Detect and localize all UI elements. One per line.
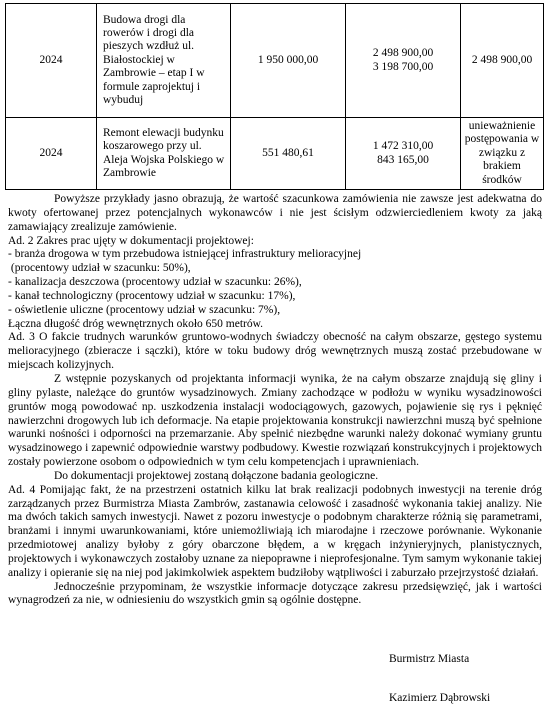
ad2-item: - kanalizacja deszczowa (procentowy udział w szacunku: 26%), [8,276,302,289]
table-row [6,118,544,190]
result-line: postępowania w [464,133,540,146]
ad2-total: Łączna długość dróg wewnętrznych około 650 metrów. [8,317,264,330]
offers-cell [346,4,461,118]
estimate-cell: 551 480,61 [231,118,346,190]
result-cell [461,118,544,190]
ad2-item: - branża drogowa w tym przebudowa istniejącej infrastruktury melioracyjnej [8,248,362,261]
estimate-cell: 1 950 000,00 [231,4,346,118]
signature-name: Kazimierz Dąbrowski [389,692,491,704]
geology-paragraph: Do dokumentacji projektowej zostaną dołączone badania geologiczne. [54,469,379,482]
result-line: 2 498 900,00 [471,53,533,66]
offer-value: 843 165,00 [377,153,429,166]
offer-value: 3 198 700,00 [372,60,434,73]
signature-title: Burmistrz Miasta [389,653,470,665]
ad2-item: - kanał technologiczny (procentowy udział w szacunku: 17%), [8,289,296,302]
ad4-paragraph: Ad. 4 Pomijając fakt, że na przestrzeni ostatnich kilku lat brak realizacji podobnych inwestycji na terenie dróg zarządzanych przez Burmistrza Miasta Zambrów, zastanawia celowość i zasadność wykonania takiej analizy. Nie ma dwóch takich samych inwestycji. Nawet z pozoru inwestycje o podobnym charakterze różnią się parametrami, branżami i innymi uwarunkowaniami, które uniemożliwiają ich miarodajne i rzeczowe porównanie. Wykonanie przedmiotowej analizy byłoby z góry obarczone błędem, a w kręgach inżynieryjnych, planistycznych, projektowych i wykonawczych zostałoby uznane za niepoprawne i nieprofesjonalne. Tym samym wykonanie takiej analizy i opieranie się na niej pod jakimkolwiek aspektem budziłoby wątpliwości i zaburzało przejrzystość działań. [8,483,542,579]
offer-value: 1 472 310,00 [372,140,434,153]
result-line: związku z brakiem [478,146,526,173]
ad2-item: - oświetlenie uliczne (procentowy udział w szacunku: 7%), [8,303,281,316]
year-cell: 2024 [6,4,97,118]
ad2-heading: Ad. 2 Zakres prac ujęty w dokumentacji projektowej: [8,234,254,247]
investments-table [5,3,544,190]
ad2-item: (procentowy udział w szacunku: 50%), [8,262,191,275]
description-cell: Budowa drogi dla rowerów i drogi dla pieszych wzdłuż ul. Białostockiej w Zambrowie – etap I w formule zaprojektuj i wybuduj [97,4,231,118]
year-cell: 2024 [6,118,97,190]
closing-paragraph: Jednocześnie przypominam, że wszystkie informacje dotyczące zakresu przedsięwzięć, jak i wartości wynagrodzeń za nie, w odniesieniu do wszystkich gmin są ogólnie dostępne. [8,580,542,607]
result-cell [461,4,544,118]
body-text [8,193,542,608]
table-row [6,4,544,118]
offer-value: 2 498 900,00 [372,47,434,60]
soil-paragraph: Z wstępnie pozyskanych od projektanta informacji wynika, że na całym obszarze znajdują się gliny i gliny pylaste, należące do gruntów wysadzinowych. Zmiany zachodzące w podłożu w wyniku wysadzinowości gruntów mogą powodować np. uszkodzenia instalacji wodociągowych, gazowych, pojawienie się rys i pęknięć nawierzchni drogowych lub ich deformacje. Na etapie projektowania konstrukcji nawierzchni muszą być spełnione warunki nośności i odporności na przemarzanie. Aby spełnić niezbędne warunki należy dokonać wymiany gruntu wysadzinowego i zapewnić odpowiednie warstwy podbudowy. Kwestie rozwiązań konstrukcyjnych i projektowych zostały powierzone osobom o odpowiednich w tym celu kompetencjach i uprawnieniach. [8,372,542,469]
result-line: unieważnienie [468,119,536,132]
ad3-paragraph: Ad. 3 O fakcie trudnych warunków gruntowo-wodnych świadczy obecność na całym obszarze, gęstego systemu melioracyjnego (zbieracze i sączki), które w toku budowy dróg wewnętrznych muszą zostać przebudowane w miejscach kolizyjnych. [8,331,542,372]
offers-cell [346,118,461,190]
intro-paragraph: Powyższe przykłady jasno obrazują, że wartość szacunkowa zamówienia nie zawsze jest adekwatna do kwoty ofertowanej przez potencjalnych wykonawców i nie jest ścisłym odzwierciedleniem kwoty za jaką zamawiający zrealizuje zamówienie. [8,193,542,233]
result-line: środków [482,173,522,186]
description-cell: Remont elewacji budynku koszarowego przy ul. Aleja Wojska Polskiego w Zambrowie [97,118,231,190]
